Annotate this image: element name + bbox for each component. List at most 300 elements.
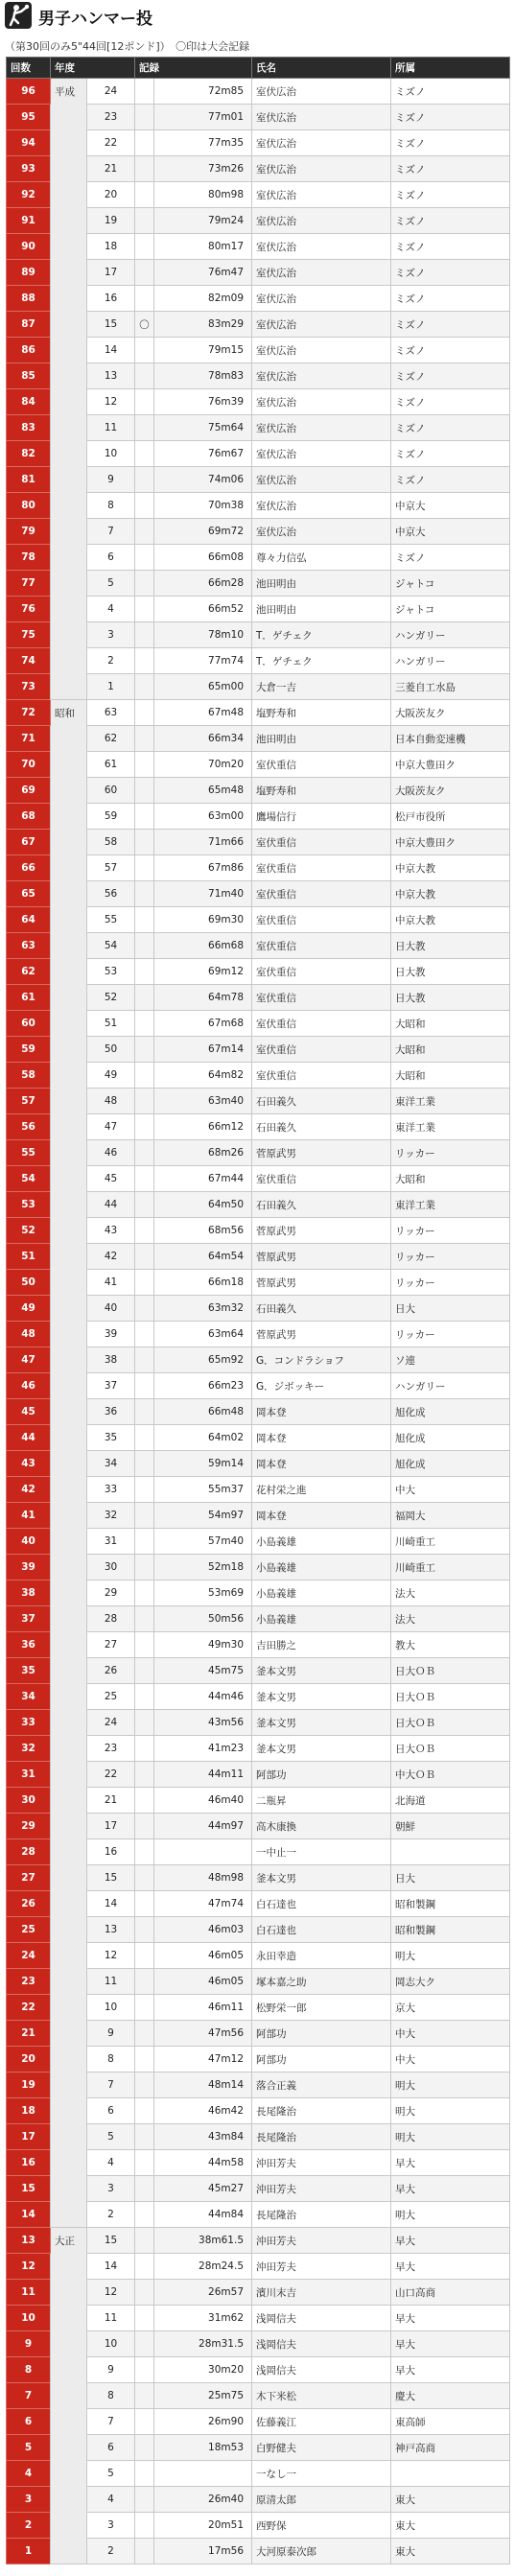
meet-record-mark — [135, 493, 154, 519]
year-cell: 24 — [87, 79, 135, 105]
meet-record-mark — [135, 2176, 154, 2202]
meet-record-mark — [135, 2124, 154, 2150]
year-cell: 4 — [87, 597, 135, 622]
rank-cell: 80 — [7, 493, 51, 519]
year-cell: 2 — [87, 2202, 135, 2228]
athlete-name-cell: 池田明由 — [252, 571, 391, 597]
athlete-name-cell: 室伏広治 — [252, 182, 391, 208]
record-cell: 48m14 — [154, 2073, 252, 2098]
year-cell: 25 — [87, 1684, 135, 1710]
meet-record-mark — [135, 2306, 154, 2331]
year-cell: 12 — [87, 1943, 135, 1969]
year-cell: 1 — [87, 674, 135, 700]
rank-cell: 12 — [7, 2254, 51, 2280]
team-cell: 大昭和 — [391, 1166, 510, 1192]
team-cell: 明大 — [391, 2073, 510, 2098]
record-cell: 46m05 — [154, 1943, 252, 1969]
year-cell: 45 — [87, 1166, 135, 1192]
team-cell: ミズノ — [391, 338, 510, 363]
meet-record-mark — [135, 726, 154, 752]
athlete-name-cell: 濱川末吉 — [252, 2280, 391, 2306]
athlete-name-cell: 室伏広治 — [252, 363, 391, 389]
meet-record-mark — [135, 156, 154, 182]
rank-cell: 44 — [7, 1425, 51, 1451]
rank-cell: 31 — [7, 1762, 51, 1788]
record-cell: 48m98 — [154, 1865, 252, 1891]
header-name: 氏名 — [252, 58, 391, 79]
team-cell: ソ連 — [391, 1347, 510, 1373]
record-cell: 52m18 — [154, 1555, 252, 1581]
record-cell: 46m11 — [154, 1995, 252, 2021]
year-cell: 8 — [87, 2383, 135, 2409]
meet-record-mark — [135, 234, 154, 260]
athlete-name-cell: 室伏広治 — [252, 79, 391, 105]
record-cell: 67m48 — [154, 700, 252, 726]
rank-cell: 70 — [7, 752, 51, 778]
team-cell: 日大 — [391, 1865, 510, 1891]
record-cell: 68m56 — [154, 1218, 252, 1244]
year-cell: 59 — [87, 804, 135, 830]
athlete-name-cell: 沖田芳夫 — [252, 2254, 391, 2280]
meet-record-mark — [135, 2435, 154, 2461]
year-cell: 17 — [87, 260, 135, 286]
rank-cell: 55 — [7, 1140, 51, 1166]
athlete-name-cell: 塩野寿和 — [252, 778, 391, 804]
meet-record-mark — [135, 1995, 154, 2021]
rank-cell: 74 — [7, 648, 51, 674]
rank-cell: 30 — [7, 1788, 51, 1814]
meet-record-mark — [135, 1943, 154, 1969]
year-cell: 9 — [87, 467, 135, 493]
athlete-name-cell: 菅原武男 — [252, 1218, 391, 1244]
record-cell: 66m52 — [154, 597, 252, 622]
year-cell: 14 — [87, 338, 135, 363]
record-cell: 28m24.5 — [154, 2254, 252, 2280]
athlete-name-cell: 佐藤義江 — [252, 2409, 391, 2435]
meet-record-mark — [135, 1503, 154, 1529]
records-table — [6, 57, 510, 2564]
athlete-name-cell: 室伏広治 — [252, 234, 391, 260]
meet-record-mark — [135, 130, 154, 156]
team-cell: 明大 — [391, 2202, 510, 2228]
rank-cell: 15 — [7, 2176, 51, 2202]
team-cell: 日大ＯＢ — [391, 1684, 510, 1710]
year-cell: 6 — [87, 2098, 135, 2124]
meet-record-mark — [135, 2487, 154, 2513]
athlete-name-cell: 釜本文男 — [252, 1736, 391, 1762]
team-cell: 岡志大ク — [391, 1969, 510, 1995]
year-cell: 26 — [87, 1658, 135, 1684]
meet-record-mark — [135, 1063, 154, 1089]
team-cell: 早大 — [391, 2357, 510, 2383]
year-cell: 10 — [87, 2331, 135, 2357]
athlete-name-cell: 室伏広治 — [252, 130, 391, 156]
header-record: 記録 — [135, 58, 252, 79]
team-cell: 大阪茨友ク — [391, 778, 510, 804]
rank-cell: 69 — [7, 778, 51, 804]
rank-cell: 1 — [7, 2539, 51, 2564]
record-cell: 72m85 — [154, 79, 252, 105]
meet-record-mark — [135, 363, 154, 389]
record-cell: 18m53 — [154, 2435, 252, 2461]
meet-record-mark — [135, 1839, 154, 1865]
record-cell: 83m29 — [154, 312, 252, 338]
meet-record-mark — [135, 1270, 154, 1296]
header-year: 年度 — [51, 58, 135, 79]
team-cell: 東高師 — [391, 2409, 510, 2435]
meet-record-mark — [135, 1788, 154, 1814]
team-cell: 大昭和 — [391, 1011, 510, 1037]
rank-cell: 46 — [7, 1373, 51, 1399]
athlete-name-cell: 原清太郎 — [252, 2487, 391, 2513]
athlete-name-cell: 沖田芳夫 — [252, 2150, 391, 2176]
meet-record-mark — [135, 79, 154, 105]
athlete-name-cell: 阿部功 — [252, 2047, 391, 2073]
record-cell: 76m47 — [154, 260, 252, 286]
meet-record-mark — [135, 830, 154, 855]
athlete-name-cell: 阿部功 — [252, 2021, 391, 2047]
year-cell: 34 — [87, 1451, 135, 1477]
team-cell: 東洋工業 — [391, 1192, 510, 1218]
rank-cell: 93 — [7, 156, 51, 182]
meet-record-mark — [135, 2021, 154, 2047]
meet-record-mark — [135, 700, 154, 726]
table-header-row — [7, 58, 510, 79]
year-cell: 27 — [87, 1632, 135, 1658]
athlete-name-cell: 室伏重信 — [252, 1037, 391, 1063]
team-cell: 日大ＯＢ — [391, 1710, 510, 1736]
year-cell: 22 — [87, 130, 135, 156]
team-cell: 明大 — [391, 1943, 510, 1969]
year-cell: 58 — [87, 830, 135, 855]
rank-cell: 2 — [7, 2513, 51, 2539]
record-cell: 53m69 — [154, 1581, 252, 1606]
meet-record-mark — [135, 1322, 154, 1347]
record-cell: 64m54 — [154, 1244, 252, 1270]
year-cell: 19 — [87, 208, 135, 234]
meet-record-mark — [135, 1037, 154, 1063]
rank-cell: 27 — [7, 1865, 51, 1891]
record-cell: 70m38 — [154, 493, 252, 519]
team-cell: 明大 — [391, 2098, 510, 2124]
rank-cell: 76 — [7, 597, 51, 622]
record-cell: 30m20 — [154, 2357, 252, 2383]
year-cell: 10 — [87, 441, 135, 467]
record-cell: 76m39 — [154, 389, 252, 415]
athlete-name-cell: 岡本登 — [252, 1399, 391, 1425]
year-cell: 30 — [87, 1555, 135, 1581]
team-cell: ミズノ — [391, 156, 510, 182]
meet-record-mark — [135, 1555, 154, 1581]
record-cell: 64m82 — [154, 1063, 252, 1089]
meet-record-mark — [135, 2073, 154, 2098]
athlete-name-cell: 永田幸造 — [252, 1943, 391, 1969]
athlete-name-cell: 阿部功 — [252, 1762, 391, 1788]
athlete-name-cell: 塩野寿和 — [252, 700, 391, 726]
record-cell: 66m12 — [154, 1114, 252, 1140]
meet-record-mark — [135, 1477, 154, 1503]
athlete-name-cell: 室伏広治 — [252, 441, 391, 467]
athlete-name-cell: 菅原武男 — [252, 1244, 391, 1270]
record-cell: 73m26 — [154, 156, 252, 182]
meet-record-mark — [135, 1140, 154, 1166]
athlete-name-cell: 松野栄一郎 — [252, 1995, 391, 2021]
rank-cell: 14 — [7, 2202, 51, 2228]
team-cell: ミズノ — [391, 441, 510, 467]
athlete-name-cell: 石田義久 — [252, 1114, 391, 1140]
team-cell: ミズノ — [391, 467, 510, 493]
athlete-name-cell: 室伏広治 — [252, 467, 391, 493]
meet-record-mark — [135, 2098, 154, 2124]
year-cell: 5 — [87, 571, 135, 597]
year-cell: 20 — [87, 182, 135, 208]
meet-record-mark — [135, 2513, 154, 2539]
meet-record-mark — [135, 622, 154, 648]
rank-cell: 83 — [7, 415, 51, 441]
record-cell: 63m40 — [154, 1089, 252, 1114]
athlete-name-cell: 浅岡信夫 — [252, 2331, 391, 2357]
athlete-name-cell: 岡本登 — [252, 1425, 391, 1451]
meet-record-mark — [135, 2539, 154, 2564]
record-cell: 64m02 — [154, 1425, 252, 1451]
team-cell: ミズノ — [391, 130, 510, 156]
year-cell: 12 — [87, 2280, 135, 2306]
year-cell: 5 — [87, 2461, 135, 2487]
team-cell: 京大 — [391, 1995, 510, 2021]
year-cell: 49 — [87, 1063, 135, 1089]
meet-record-mark — [135, 1399, 154, 1425]
meet-record-mark — [135, 1114, 154, 1140]
record-cell: 69m72 — [154, 519, 252, 545]
rank-cell: 45 — [7, 1399, 51, 1425]
rank-cell: 32 — [7, 1736, 51, 1762]
record-cell: 20m51 — [154, 2513, 252, 2539]
era-cell: 大正 — [51, 2228, 87, 2564]
year-cell: 55 — [87, 907, 135, 933]
team-cell: ジャトコ — [391, 597, 510, 622]
rank-cell: 3 — [7, 2487, 51, 2513]
meet-record-mark — [135, 182, 154, 208]
rank-cell: 5 — [7, 2435, 51, 2461]
team-cell: 東大 — [391, 2487, 510, 2513]
record-cell: 59m14 — [154, 1451, 252, 1477]
rank-cell: 17 — [7, 2124, 51, 2150]
rank-cell: 54 — [7, 1166, 51, 1192]
rank-cell: 67 — [7, 830, 51, 855]
athlete-name-cell: 室伏広治 — [252, 389, 391, 415]
meet-record-mark — [135, 2409, 154, 2435]
athlete-name-cell: 浅岡信夫 — [252, 2306, 391, 2331]
record-cell — [154, 1839, 252, 1865]
team-cell: ミズノ — [391, 182, 510, 208]
record-cell: 17m56 — [154, 2539, 252, 2564]
rank-cell: 90 — [7, 234, 51, 260]
year-cell: 38 — [87, 1347, 135, 1373]
rank-cell: 79 — [7, 519, 51, 545]
athlete-name-cell: 室伏重信 — [252, 855, 391, 881]
meet-record-mark — [135, 778, 154, 804]
athlete-name-cell: 大倉一吉 — [252, 674, 391, 700]
rank-cell: 78 — [7, 545, 51, 571]
athlete-name-cell: 木下米松 — [252, 2383, 391, 2409]
athlete-name-cell: 一中止一 — [252, 1839, 391, 1865]
table-row — [7, 700, 510, 726]
meet-record-mark — [135, 1658, 154, 1684]
meet-record-mark: 〇 — [135, 312, 154, 338]
meet-record-mark — [135, 1632, 154, 1658]
year-cell: 51 — [87, 1011, 135, 1037]
team-cell — [391, 1839, 510, 1865]
rank-cell: 89 — [7, 260, 51, 286]
record-cell — [154, 2461, 252, 2487]
rank-cell: 13 — [7, 2228, 51, 2254]
rank-cell: 77 — [7, 571, 51, 597]
athlete-name-cell: 室伏重信 — [252, 1011, 391, 1037]
athlete-name-cell: 吉田勝之 — [252, 1632, 391, 1658]
year-cell: 15 — [87, 1865, 135, 1891]
athlete-name-cell: 石田義久 — [252, 1296, 391, 1322]
team-cell: 慶大 — [391, 2383, 510, 2409]
year-cell: 7 — [87, 2073, 135, 2098]
record-cell: 65m92 — [154, 1347, 252, 1373]
rank-cell: 75 — [7, 622, 51, 648]
athlete-name-cell: 小島義雄 — [252, 1529, 391, 1555]
record-cell: 75m64 — [154, 415, 252, 441]
year-cell: 15 — [87, 312, 135, 338]
table-row — [7, 2228, 510, 2254]
year-cell: 3 — [87, 2513, 135, 2539]
record-cell: 47m74 — [154, 1891, 252, 1917]
meet-record-mark — [135, 752, 154, 778]
rank-cell: 53 — [7, 1192, 51, 1218]
record-cell: 46m42 — [154, 2098, 252, 2124]
record-cell: 77m74 — [154, 648, 252, 674]
athlete-name-cell: T．ゲチェク — [252, 622, 391, 648]
year-cell: 6 — [87, 545, 135, 571]
year-cell: 15 — [87, 2228, 135, 2254]
meet-record-mark — [135, 1089, 154, 1114]
team-cell: 日大教 — [391, 985, 510, 1011]
meet-record-mark — [135, 855, 154, 881]
athlete-name-cell: 室伏広治 — [252, 156, 391, 182]
year-cell: 56 — [87, 881, 135, 907]
athlete-name-cell: 池田明由 — [252, 726, 391, 752]
record-cell: 47m12 — [154, 2047, 252, 2073]
rank-cell: 6 — [7, 2409, 51, 2435]
athlete-name-cell: 塚本嘉之助 — [252, 1969, 391, 1995]
record-cell: 77m01 — [154, 105, 252, 130]
team-cell: リッカー — [391, 1244, 510, 1270]
meet-record-mark — [135, 648, 154, 674]
meet-record-mark — [135, 1529, 154, 1555]
year-cell: 13 — [87, 363, 135, 389]
meet-record-mark — [135, 2202, 154, 2228]
year-cell: 14 — [87, 1891, 135, 1917]
year-cell: 37 — [87, 1373, 135, 1399]
rank-cell: 86 — [7, 338, 51, 363]
athlete-name-cell: 沖田芳夫 — [252, 2228, 391, 2254]
team-cell: 北海道 — [391, 1788, 510, 1814]
record-cell: 55m37 — [154, 1477, 252, 1503]
rank-cell: 60 — [7, 1011, 51, 1037]
rank-cell: 58 — [7, 1063, 51, 1089]
hammer-throw-icon — [5, 2, 32, 29]
rank-cell: 52 — [7, 1218, 51, 1244]
year-cell: 44 — [87, 1192, 135, 1218]
meet-record-mark — [135, 1166, 154, 1192]
team-cell: 明大 — [391, 2124, 510, 2150]
athlete-name-cell: 室伏重信 — [252, 907, 391, 933]
rank-cell: 18 — [7, 2098, 51, 2124]
athlete-name-cell: 花村栄之進 — [252, 1477, 391, 1503]
athlete-name-cell: 釜本文男 — [252, 1865, 391, 1891]
year-cell: 33 — [87, 1477, 135, 1503]
team-cell: 中京大 — [391, 519, 510, 545]
year-cell: 11 — [87, 415, 135, 441]
year-cell: 41 — [87, 1270, 135, 1296]
year-cell: 48 — [87, 1089, 135, 1114]
athlete-name-cell: 室伏広治 — [252, 105, 391, 130]
record-cell: 77m35 — [154, 130, 252, 156]
team-cell: 福岡大 — [391, 1503, 510, 1529]
meet-record-mark — [135, 1969, 154, 1995]
team-cell: ミズノ — [391, 286, 510, 312]
team-cell: ミズノ — [391, 312, 510, 338]
meet-record-mark — [135, 2461, 154, 2487]
athlete-name-cell: 室伏重信 — [252, 752, 391, 778]
rank-cell: 24 — [7, 1943, 51, 1969]
athlete-name-cell: 室伏広治 — [252, 260, 391, 286]
athlete-name-cell: 尊々力信弘 — [252, 545, 391, 571]
year-cell: 21 — [87, 156, 135, 182]
record-cell: 79m24 — [154, 208, 252, 234]
record-cell: 67m44 — [154, 1166, 252, 1192]
record-cell: 66m23 — [154, 1373, 252, 1399]
record-cell: 44m46 — [154, 1684, 252, 1710]
athlete-name-cell: 白石達也 — [252, 1891, 391, 1917]
rank-cell: 91 — [7, 208, 51, 234]
meet-record-mark — [135, 1296, 154, 1322]
record-cell: 63m64 — [154, 1322, 252, 1347]
team-cell: 中大ＯＢ — [391, 1762, 510, 1788]
year-cell: 6 — [87, 2435, 135, 2461]
meet-record-mark — [135, 571, 154, 597]
team-cell: 日大ＯＢ — [391, 1658, 510, 1684]
meet-record-mark — [135, 1917, 154, 1943]
meet-record-mark — [135, 985, 154, 1011]
meet-record-mark — [135, 1606, 154, 1632]
team-cell: 早大 — [391, 2176, 510, 2202]
meet-record-mark — [135, 545, 154, 571]
page-header — [0, 0, 515, 29]
record-cell: 44m84 — [154, 2202, 252, 2228]
year-cell: 5 — [87, 2124, 135, 2150]
team-cell: 法大 — [391, 1581, 510, 1606]
athlete-name-cell: 室伏広治 — [252, 286, 391, 312]
rank-cell: 72 — [7, 700, 51, 726]
team-cell: 川崎重工 — [391, 1529, 510, 1555]
athlete-name-cell: 落合正義 — [252, 2073, 391, 2098]
team-cell: 早大 — [391, 2331, 510, 2357]
team-cell: 早大 — [391, 2150, 510, 2176]
team-cell: 三菱自工水島 — [391, 674, 510, 700]
team-cell: ミズノ — [391, 363, 510, 389]
record-cell: 65m48 — [154, 778, 252, 804]
meet-record-mark — [135, 1684, 154, 1710]
athlete-name-cell: 室伏重信 — [252, 830, 391, 855]
record-cell: 82m09 — [154, 286, 252, 312]
year-cell: 12 — [87, 389, 135, 415]
